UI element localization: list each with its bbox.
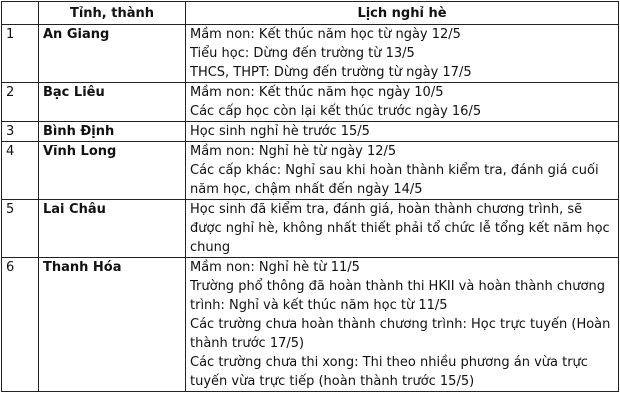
schedule-line: Trường phổ thông đã hoàn thành thi HKII và hoàn thành chương trình: Nghỉ và kết thúc năm học từ 11/5 bbox=[190, 279, 605, 313]
schedule-cell bbox=[186, 258, 619, 392]
schedule-line: Mầm non: Kết thúc năm học từ ngày 12/5 bbox=[190, 27, 461, 42]
table-row bbox=[2, 200, 619, 258]
row-number: 1 bbox=[2, 25, 39, 83]
table-row bbox=[2, 25, 619, 83]
row-number: 3 bbox=[2, 122, 39, 142]
province-name: Bạc Liêu bbox=[39, 83, 186, 122]
header-row bbox=[2, 2, 619, 25]
schedule-line: Học sinh nghỉ hè trước 15/5 bbox=[190, 124, 370, 139]
schedule-line: Tiểu học: Dừng đến trường từ 13/5 bbox=[190, 46, 415, 61]
schedule-line: Mầm non: Nghỉ hè từ 11/5 bbox=[190, 260, 360, 275]
header-schedule: Lịch nghỉ hè bbox=[186, 2, 619, 25]
table-row bbox=[2, 142, 619, 200]
schedule-line: Các cấp khác: Nghỉ sau khi hoàn thành kiểm tra, đánh giá cuối năm học, chậm nhất đến ngày 14/5 bbox=[190, 163, 599, 197]
province-name: Bình Định bbox=[39, 122, 186, 142]
table-row bbox=[2, 83, 619, 122]
schedule-cell bbox=[186, 25, 619, 83]
schedule-line: Mầm non: Nghỉ hè từ ngày 12/5 bbox=[190, 144, 397, 159]
province-name: Thanh Hóa bbox=[39, 258, 186, 392]
schedule-line: Học sinh đã kiểm tra, đánh giá, hoàn thành chương trình, sẽ được nghỉ hè, không nhất thiết phải tổ chức lễ tổng kết năm học chung bbox=[190, 202, 610, 255]
schedule-line: Các cấp học còn lại kết thúc trước ngày 16/5 bbox=[190, 104, 482, 119]
schedule-line: Các trường chưa thi xong: Thi theo nhiều phương án vừa trực tuyến vừa trực tiếp (hoàn thành trước 15/5) bbox=[190, 355, 588, 389]
province-name: Lai Châu bbox=[39, 200, 186, 258]
province-name: An Giang bbox=[39, 25, 186, 83]
schedule-line: THCS, THPT: Dừng đến trường từ ngày 17/5 bbox=[190, 65, 472, 80]
province-name: Vĩnh Long bbox=[39, 142, 186, 200]
table-row bbox=[2, 258, 619, 392]
schedule-cell bbox=[186, 122, 619, 142]
row-number: 5 bbox=[2, 200, 39, 258]
schedule-line: Các trường chưa hoàn thành chương trình: Học trực tuyến (Hoàn thành trước 17/5) bbox=[190, 317, 611, 351]
header-index bbox=[2, 2, 39, 25]
header-province: Tỉnh, thành bbox=[39, 2, 186, 25]
schedule-line: Mầm non: Kết thúc năm học ngày 10/5 bbox=[190, 85, 444, 100]
schedule-cell bbox=[186, 142, 619, 200]
table-row bbox=[2, 122, 619, 142]
row-number: 6 bbox=[2, 258, 39, 392]
row-number: 2 bbox=[2, 83, 39, 122]
schedule-cell bbox=[186, 200, 619, 258]
schedule-cell bbox=[186, 83, 619, 122]
summer-break-table bbox=[1, 1, 619, 392]
row-number: 4 bbox=[2, 142, 39, 200]
